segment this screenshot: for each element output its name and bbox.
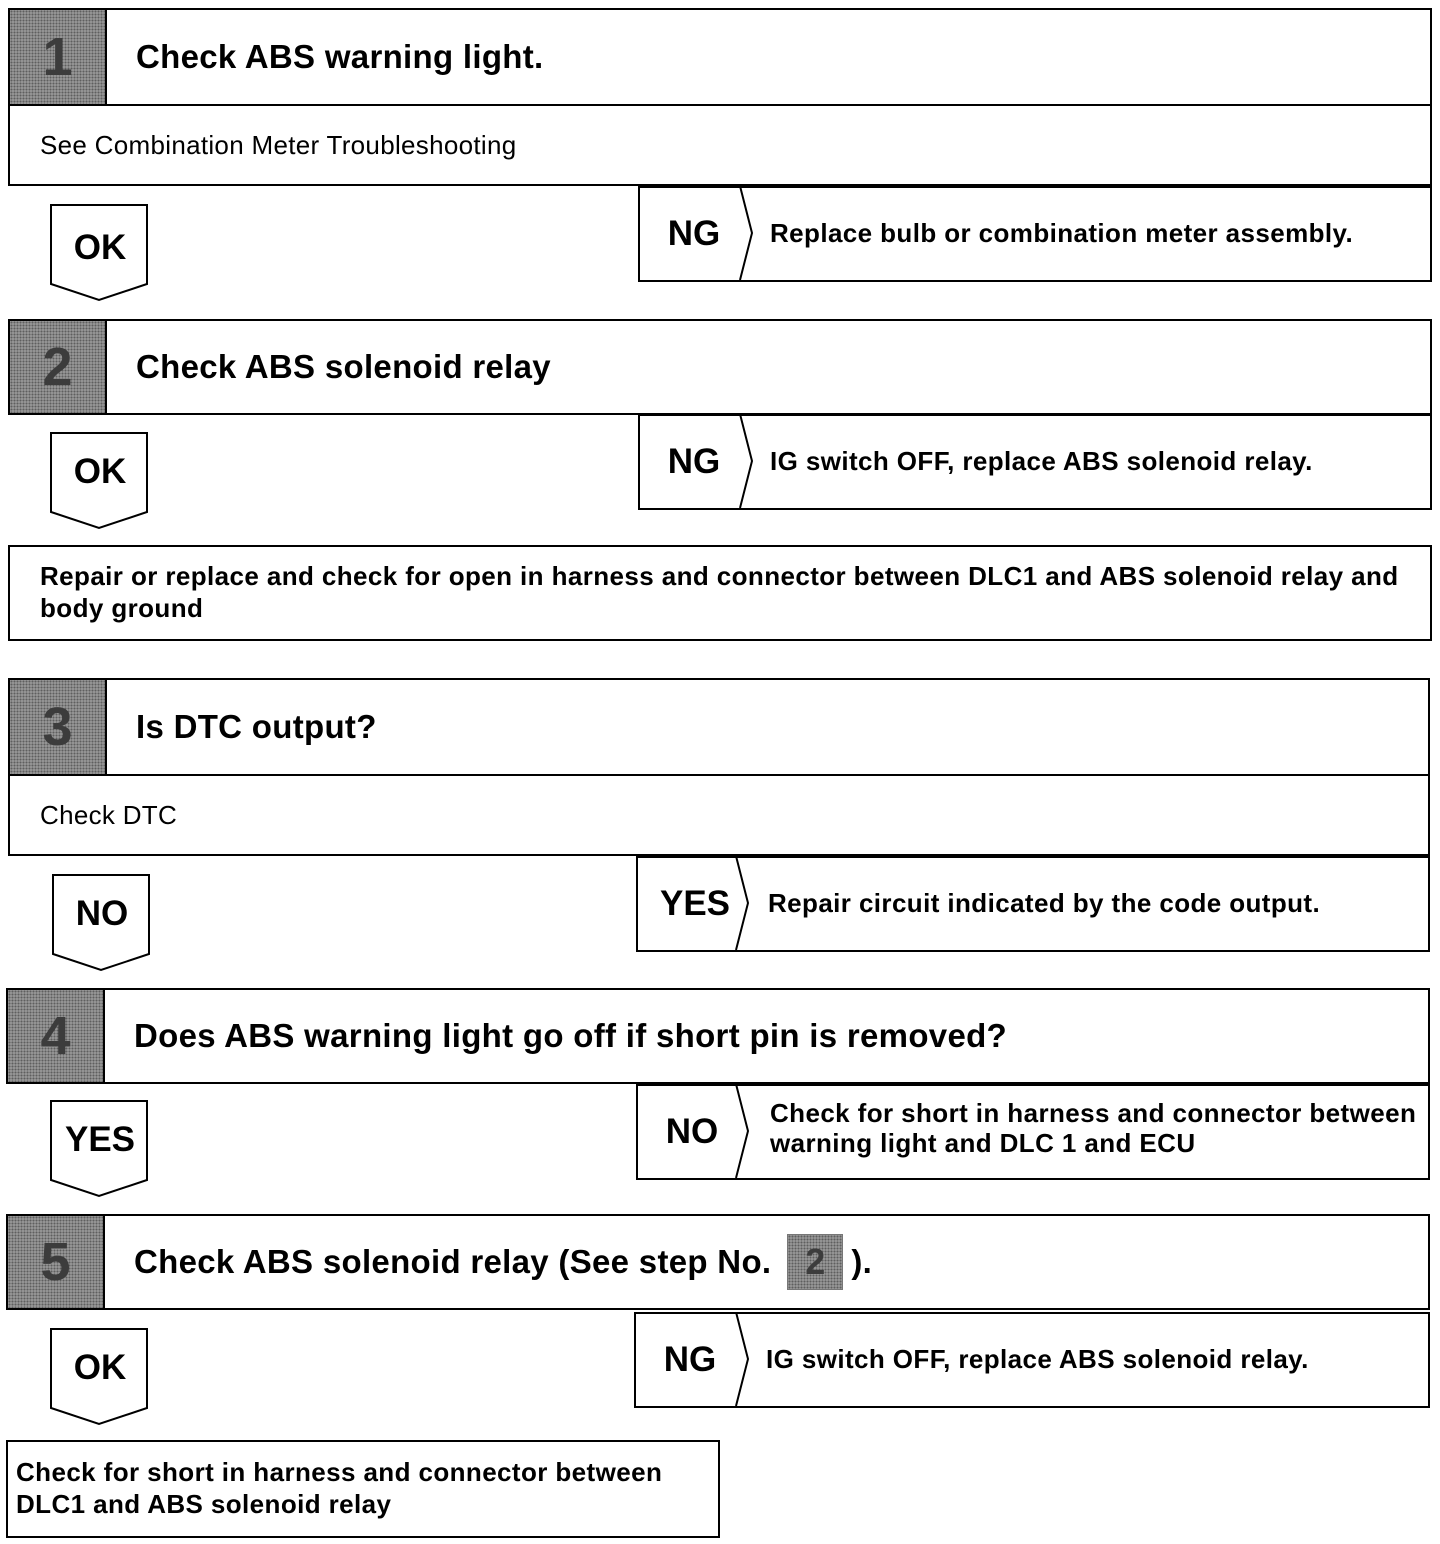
step-1-title: Check ABS warning light. [136, 38, 544, 75]
step-5-box [6, 1214, 1430, 1310]
branch-1-label: NG [667, 214, 721, 253]
step-4-title: Does ABS warning light go off if short pin is removed? [134, 1017, 1008, 1054]
flow-4-label: YES [64, 1120, 136, 1159]
branch-2-label: NG [667, 442, 721, 481]
step-2-box [8, 319, 1432, 415]
step-4-number: 4 [8, 990, 105, 1082]
action-2-box: Check for short in harness and connector between DLC1 and ABS solenoid relay [6, 1440, 720, 1538]
flow-arrow-2 [50, 432, 150, 530]
flow-2-label: OK [73, 452, 127, 491]
flow-arrow-4 [50, 1100, 150, 1198]
step-1-description: See Combination Meter Troubleshooting [10, 104, 1430, 184]
branch-4-box [636, 1084, 1430, 1180]
branch-4-label: NO [665, 1112, 719, 1151]
step-3-number: 3 [10, 680, 107, 774]
step-5-title-suffix: ). [851, 1243, 873, 1280]
action-1-box: Repair or replace and check for open in harness and connector between DLC1 and ABS solenoid relay and body ground [8, 545, 1432, 641]
flow-1-label: OK [73, 228, 127, 267]
step-1-number: 1 [10, 10, 107, 104]
branch-3-label: YES [659, 884, 731, 923]
step-4-box [6, 988, 1430, 1084]
branch-2-box [638, 414, 1432, 510]
step-2-number: 2 [10, 321, 107, 413]
step-2-title: Check ABS solenoid relay [136, 348, 551, 385]
step-3-description: Check DTC [10, 774, 1428, 854]
step-5-title [134, 1216, 872, 1308]
flow-3-label: NO [75, 894, 129, 933]
branch-5-label: NG [663, 1340, 717, 1379]
step-3-title: Is DTC output? [136, 708, 377, 745]
flow-arrow-1 [50, 204, 150, 302]
step-3-box [8, 678, 1430, 856]
step-1-box [8, 8, 1432, 186]
flow-5-label: OK [73, 1348, 127, 1387]
step-5-number: 5 [8, 1216, 105, 1308]
branch-3-text: Repair circuit indicated by the code output. [768, 888, 1321, 919]
flow-arrow-5 [50, 1328, 150, 1426]
flow-arrow-3 [52, 874, 152, 972]
branch-1-box [638, 186, 1432, 282]
branch-5-text: IG switch OFF, replace ABS solenoid relay. [766, 1344, 1309, 1375]
step-ref-badge: 2 [787, 1234, 843, 1290]
step-5-title-prefix: Check ABS solenoid relay (See step No. [134, 1243, 772, 1280]
branch-3-box [636, 856, 1430, 952]
branch-4-text: Check for short in harness and connector between warning light and DLC 1 and ECU [770, 1098, 1417, 1158]
branch-5-box [634, 1312, 1430, 1408]
branch-1-text: Replace bulb or combination meter assembly. [770, 218, 1354, 249]
branch-2-text: IG switch OFF, replace ABS solenoid relay. [770, 446, 1313, 477]
